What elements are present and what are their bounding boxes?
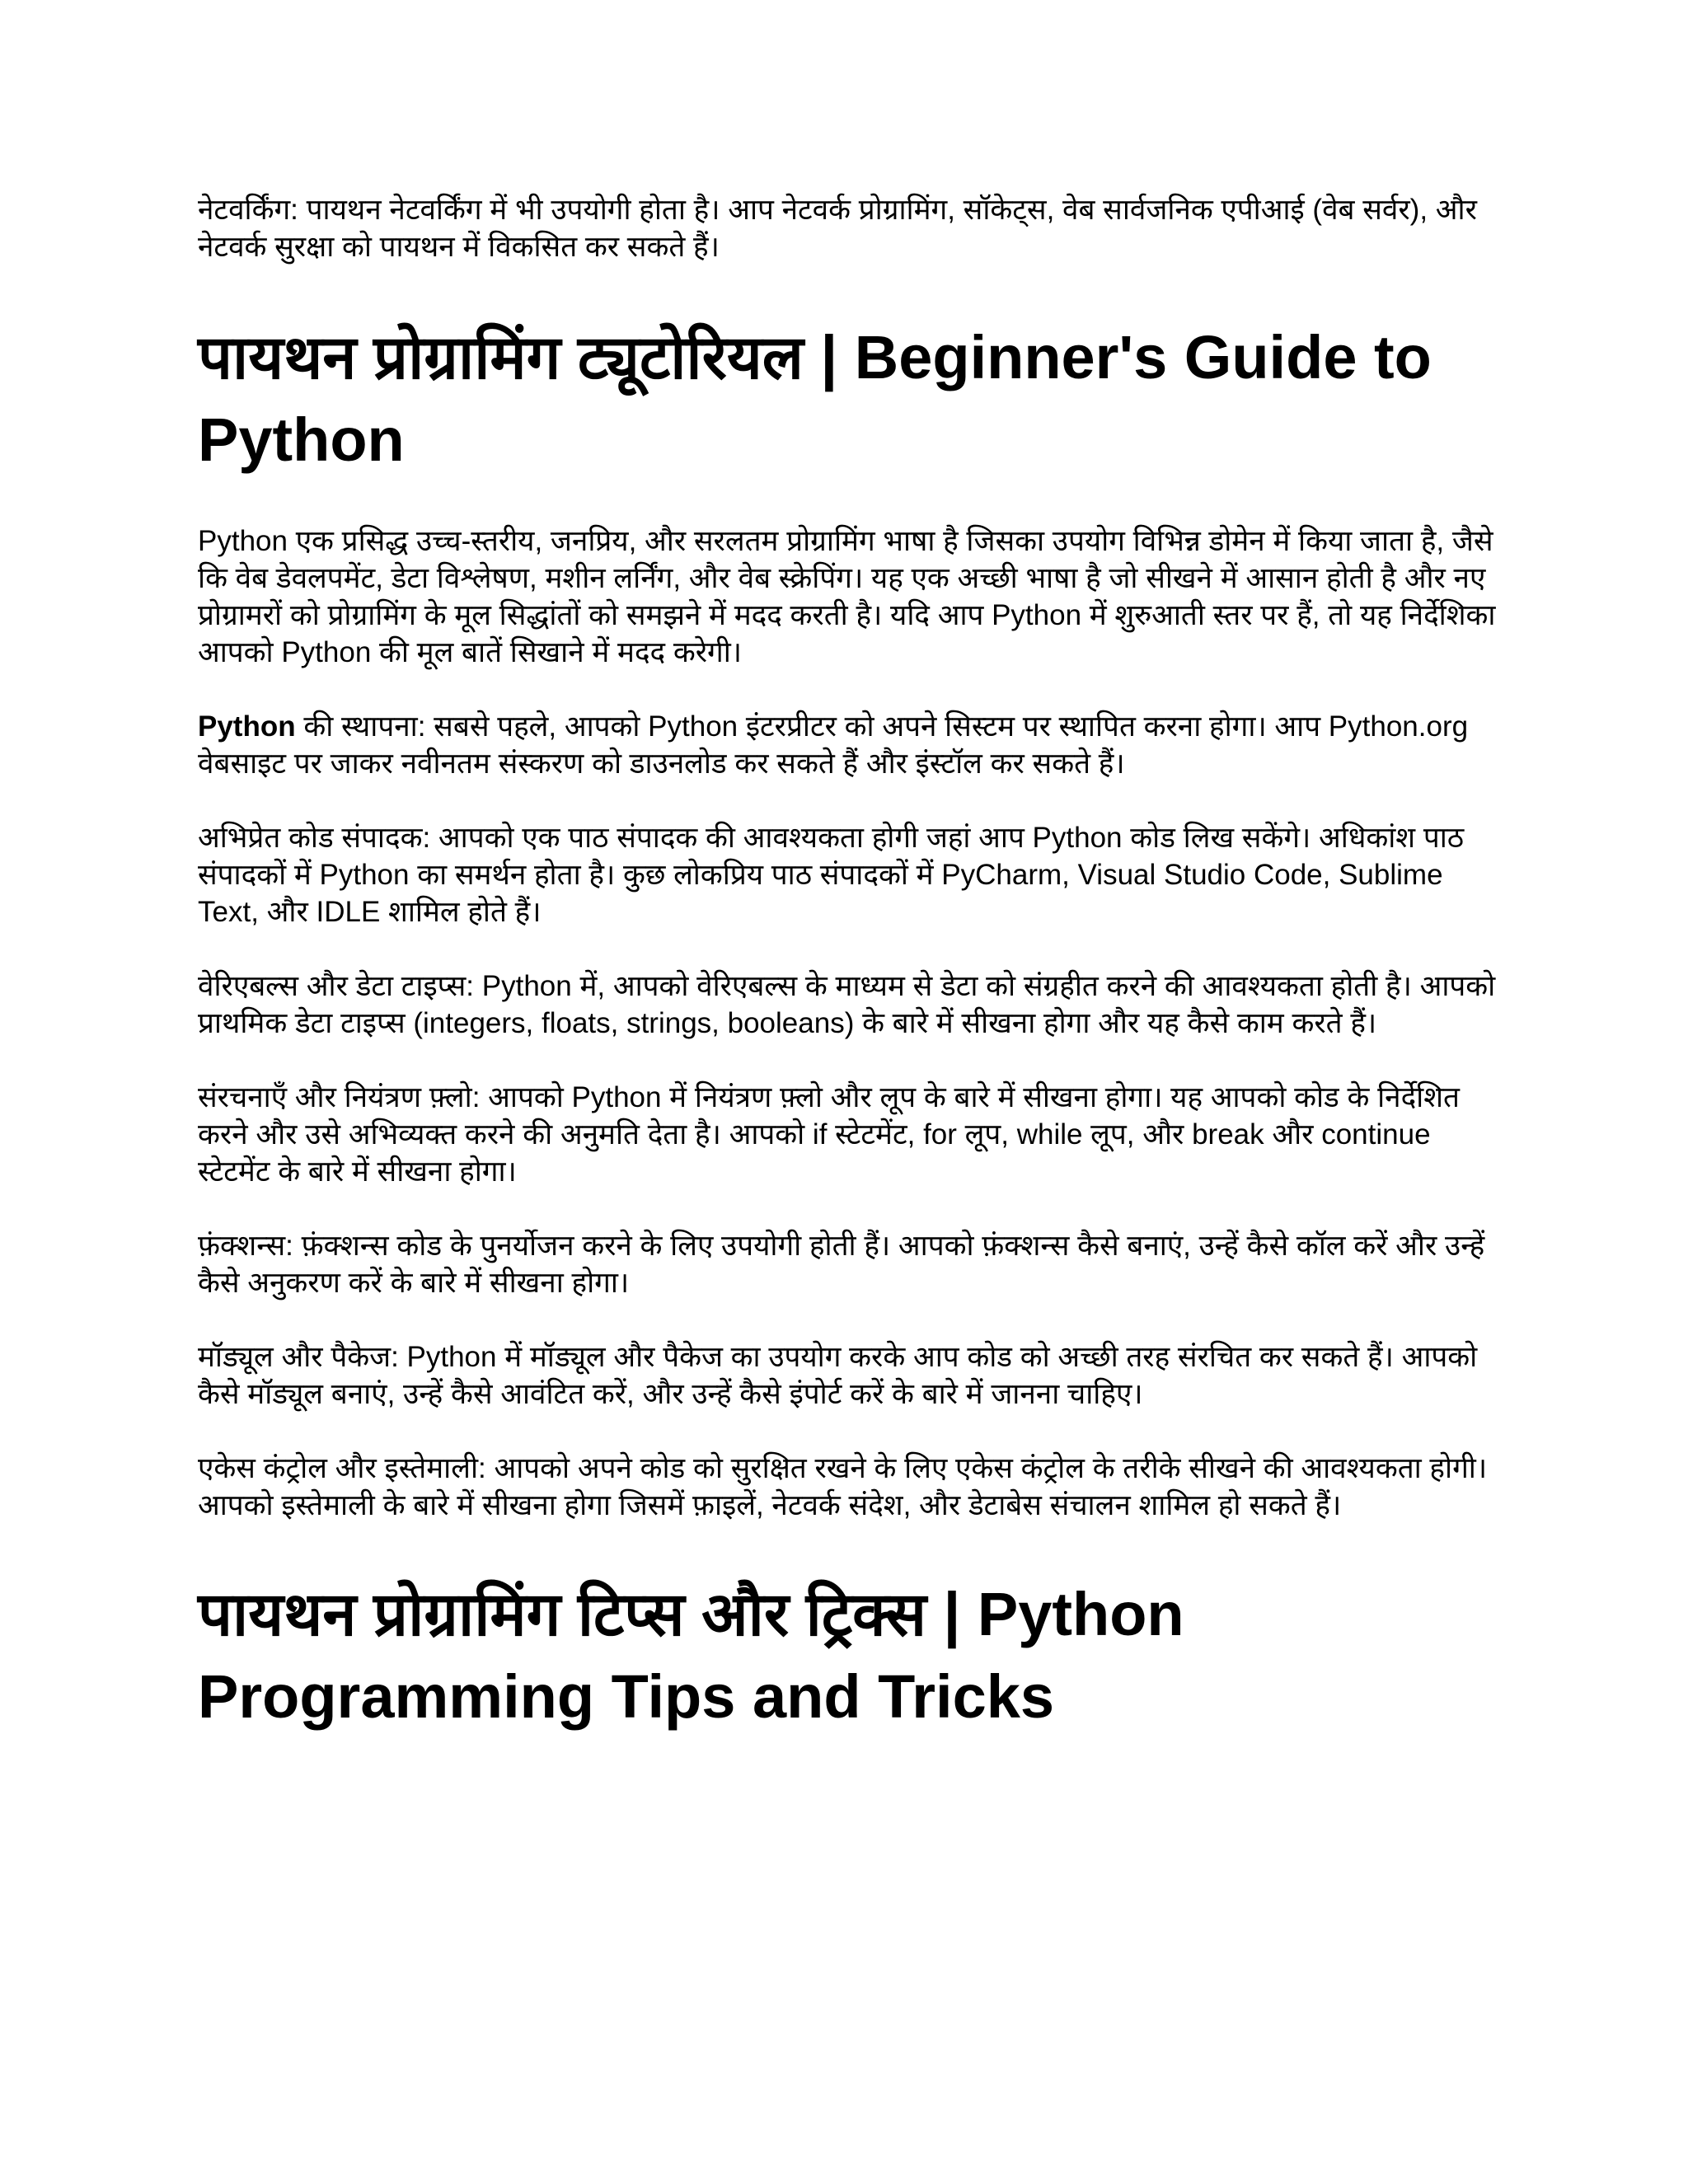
variables-text: Python में, आपको वेरिएबल्स के माध्यम से डेटा को संग्रहीत करने की आवश्यकता होती है। आपको प्राथमिक डेटा टाइप्स (integers, floats, strings, booleans) के बारे में सीखना होगा और यह कैसे काम करते हैं। bbox=[198, 970, 1496, 1039]
installation-label: की स्थापना: bbox=[295, 710, 426, 743]
control-flow-text: आपको Python में नियंत्रण फ़्लो और लूप के बारे में सीखना होगा। यह आपको कोड के निर्देशित करने और उसे अभिव्यक्त करने की अनुमति देता है। आपको if स्टेटमेंट, for लूप, while लूप, और break और continue स्टेटमेंट के बारे में सीखना होगा। bbox=[198, 1081, 1461, 1188]
networking-label: नेटवर्किंग: bbox=[198, 194, 298, 226]
networking-text: पायथन नेटवर्किंग में भी उपयोगी होता है। आप नेटवर्क प्रोग्रामिंग, सॉकेट्स, वेब सार्वजनिक एपीआई (वेब सर्वर), और नेटवर्क सुरक्षा को पायथन में विकसित कर सकते हैं। bbox=[198, 194, 1477, 263]
access-text: आपको अपने कोड को सुरक्षित रखने के लिए एकेस कंट्रोल के तरीके सीखने की आवश्यकता होगी। आपको इस्तेमाली के बारे में सीखना होगा जिसमें फ़ाइलें, नेटवर्क संदेश, और डेटाबेस संचालन शामिल हो सकते हैं। bbox=[198, 1452, 1488, 1521]
modules-text: Python में मॉड्यूल और पैकेज का उपयोग करके आप कोड को अच्छी तरह संरचित कर सकते हैं। आपको कैसे मॉड्यूल बनाएं, उन्हें कैसे आवंटित करें, और उन्हें कैसे इंपोर्ट करें के बारे में जानना चाहिए। bbox=[198, 1341, 1478, 1410]
variables-label: वेरिएबल्स और डेटा टाइप्स: bbox=[198, 970, 475, 1002]
tips-heading-hindi: पायथन प्रोग्रामिंग टिप्स और ट्रिक्स | bbox=[198, 1580, 978, 1648]
editor-label: अभिप्रेत कोड संपादक: bbox=[198, 822, 431, 854]
guide-heading-english: Beginner's Guide to Python bbox=[198, 323, 1432, 474]
installation-label-python: Python bbox=[198, 710, 296, 743]
functions-text: फ़ंक्शन्स कोड के पुनर्योजन करने के लिए उपयोगी होती हैं। आपको फ़ंक्शन्स कैसे बनाएं, उन्हें कैसे कॉल करें और उन्हें कैसे अनुकरण करें के बारे में सीखना होगा। bbox=[198, 1230, 1485, 1299]
guide-intro-paragraph: Python एक प्रसिद्ध उच्च-स्तरीय, जनप्रिय, और सरलतम प्रोग्रामिंग भाषा है जिसका उपयोग विभिन्न डोमेन में किया जाता है, जैसे कि वेब डेवलपमेंट, डेटा विश्लेषण, मशीन लर्निंग, और वेब स्क्रेपिंग। यह एक अच्छी भाषा है जो सीखने में आसान होती है और नए प्रोग्रामरों को प्रोग्रामिंग के मूल सिद्धांतों को समझने में मदद करती है। यदि आप Python में शुरुआती स्तर पर हैं, तो यह निर्देशिका आपको Python की मूल बातें सिखाने में मदद करेगी। bbox=[198, 525, 1496, 668]
installation-paragraph bbox=[198, 708, 1500, 782]
tips-heading-english: Python Programming Tips and Tricks bbox=[198, 1580, 1184, 1731]
document-content bbox=[198, 191, 1500, 1738]
functions-label: फ़ंक्शन्स: bbox=[198, 1230, 293, 1262]
tips-heading bbox=[198, 1573, 1500, 1738]
variables-paragraph bbox=[198, 968, 1500, 1042]
editor-paragraph bbox=[198, 819, 1500, 930]
guide-heading-hindi: पायथन प्रोग्रामिंग ट्यूटोरियल | bbox=[198, 323, 855, 391]
installation-text: सबसे पहले, आपको Python इंटरप्रीटर को अपने सिस्टम पर स्थापित करना होगा। आप Python.org वेबसाइट पर जाकर नवीनतम संस्करण को डाउनलोड कर सकते हैं और इंस्टॉल कर सकते हैं। bbox=[198, 710, 1469, 780]
access-label: एकेस कंट्रोल और इस्तेमाली: bbox=[198, 1452, 486, 1484]
modules-paragraph bbox=[198, 1338, 1500, 1413]
modules-label: मॉड्यूल और पैकेज: bbox=[198, 1341, 399, 1373]
networking-paragraph bbox=[198, 191, 1500, 265]
access-paragraph bbox=[198, 1450, 1500, 1524]
functions-paragraph bbox=[198, 1227, 1500, 1301]
control-flow-paragraph bbox=[198, 1079, 1500, 1190]
control-flow-label: संरचनाएँ और नियंत्रण फ़्लो: bbox=[198, 1081, 481, 1113]
guide-heading bbox=[198, 316, 1500, 481]
editor-text: आपको एक पाठ संपादक की आवश्यकता होगी जहां आप Python कोड लिख सकेंगे। अधिकांश पाठ संपादकों में Python का समर्थन होता है। कुछ लोकप्रिय पाठ संपादकों में PyCharm, Visual Studio Code, Sublime Text, और IDLE शामिल होते हैं। bbox=[198, 822, 1465, 928]
